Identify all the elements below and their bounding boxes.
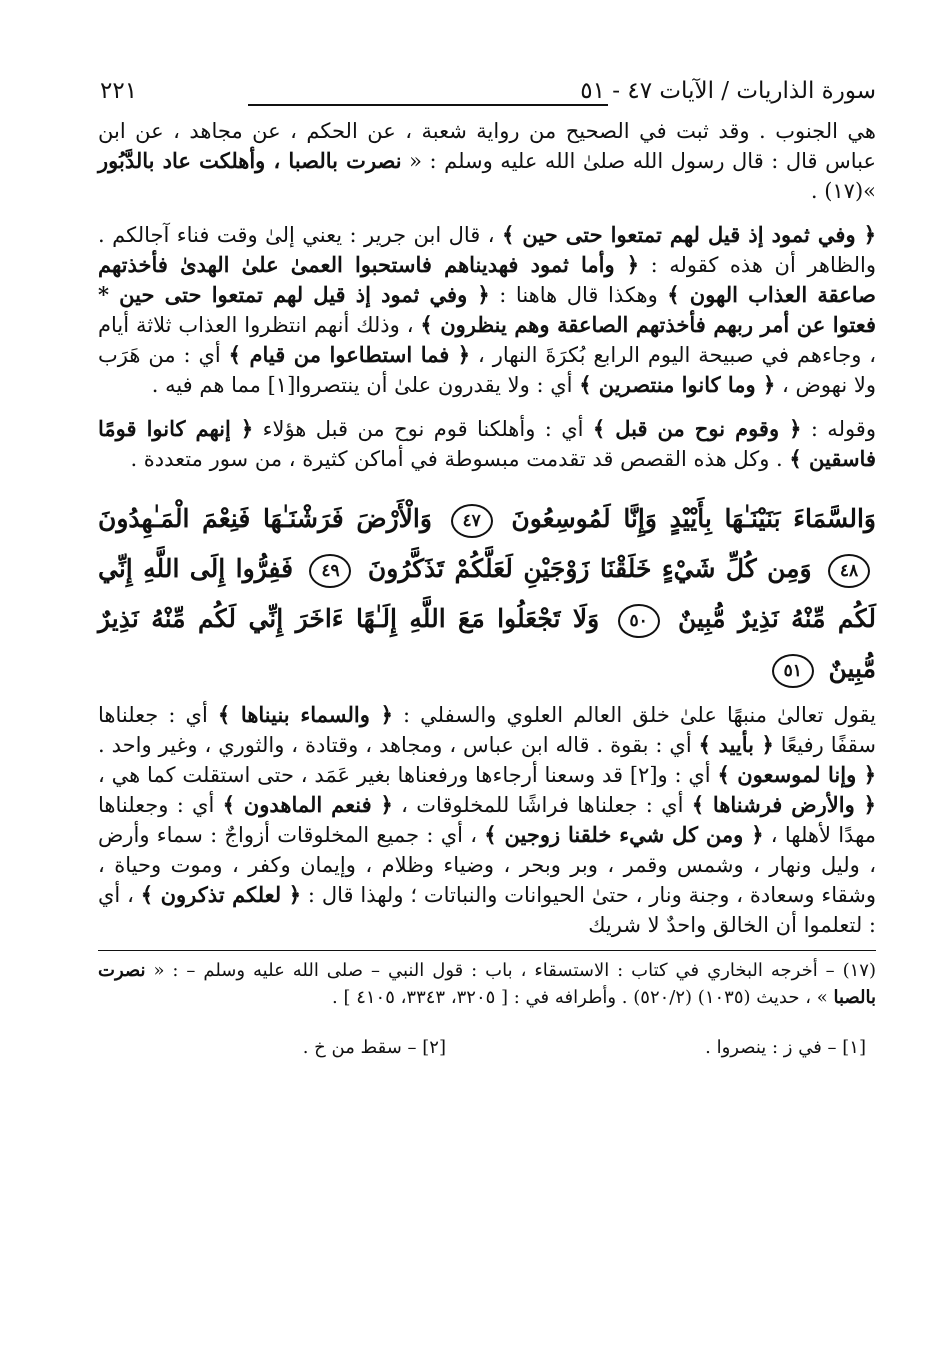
text-run: أي : جعلناها فراشًا للمخلوقات ، — [392, 793, 692, 817]
quran-verses-block — [98, 494, 876, 694]
text-run: أي : وجعلناها مهدًا لأهلها ، — [98, 793, 877, 847]
paragraph-2 — [98, 220, 876, 400]
hadith-quote: نصرت بالصبا ، وأهلكت عاد بالدَّبُور — [98, 148, 402, 173]
quran-quote: ﴿ بأييد ﴾ — [698, 732, 774, 757]
quran-quote: ﴿ والسماء بنيناها ﴾ — [217, 702, 393, 727]
text-run: » ، حديث (١٠٣٥) (٥٢٠/٢) . وأطرافه في : [ ٣٢٠٥، ٣٣٤٣، ٤١٠٥ ] . — [332, 987, 834, 1008]
footnote-17 — [98, 957, 876, 1011]
ayah-number-50: ٥٠ — [618, 604, 660, 638]
quran-quote: ﴿ وقوم نوح من قبل ﴾ — [592, 416, 802, 441]
text-run: وهكذا قال هاهنا : — [489, 283, 668, 307]
text-run: أي : من هَرَب ولا نهوض ، — [98, 343, 876, 397]
text-run: أي : وأهلكنا قوم نوح من قبل هؤلاء — [253, 417, 593, 441]
text-run: وقوله : — [801, 417, 876, 441]
quran-quote: ﴿ والأرض فرشناها ﴾ — [691, 792, 876, 817]
ayah-number-48: ٤٨ — [828, 554, 870, 588]
quran-quote: ﴿ وما كانوا منتصرين ﴾ — [579, 372, 776, 397]
text-run: . وكل هذه القصص قد تقدمت مبسوطة في أماكن كثيرة ، من سور متعددة . — [130, 447, 790, 471]
text-run: أي : ولا يقدرون علىٰ أن ينتصروا[١] مما هم فيه . — [151, 373, 580, 397]
note-1: [١] – في ز : ينصروا . — [705, 1037, 866, 1058]
text-run: يقول تعالىٰ منبهًا علىٰ خلق العالم العلوي والسفلي : — [392, 703, 876, 727]
text-run: ، أي : جميع المخلوقات أزواجٌ : سماء وأرض ، وليل ونهار ، وشمس وقمر ، وبر وبحر ، وضياء وظلام ، وإيمان وكفر ، وموت وحياة ، وشقاء وسعادة ، وجنة ونار ، حتىٰ الحيوانات والنباتات ؛ ولهذا قال : — [98, 823, 876, 907]
page-header — [98, 70, 876, 116]
editor-notes — [98, 1037, 876, 1067]
text-run: هي الجنوب . وقد ثبت في الصحيح من رواية شعبة ، عن الحكم ، عن مجاهد ، عن ابن عباس قال : قال رسول الله صلىٰ الله عليه وسلم : « — [98, 119, 876, 173]
text-run: أي : جعلناها سقفًا رفيعًا — [98, 703, 876, 757]
hadith-quote: نصرت بالصبا — [98, 960, 876, 1008]
text-run: ، قال ابن جرير : يعني إلىٰ وقت فناء آجالكم . والظاهر أن هذه كقوله : — [98, 223, 876, 277]
quran-quote: ﴿ فنعم الماهدون ﴾ — [222, 792, 393, 817]
verse-51: وَلَا تَجْعَلُوا مَعَ اللَّهِ إِلَـٰهًا ءَاخَرَ إِنِّي لَكُم مِّنْهُ نَذِيرٌ مُّبِينٌ — [98, 604, 876, 683]
paragraph-4 — [98, 700, 876, 940]
text-run: (١٧) – أخرجه البخاري في كتاب : الاستسقاء ، باب : قول النبي – صلى الله عليه وسلم – : « — [145, 960, 876, 981]
quran-quote: ﴿ وإنا لموسعون ﴾ — [717, 762, 876, 787]
quran-quote: ﴿ وفي ثمود إذ قيل لهم تمتعوا حتى حين ﴾ — [502, 222, 876, 247]
page-number: ٢٢١ — [100, 78, 138, 104]
paragraph-1 — [98, 116, 876, 206]
book-page — [98, 70, 876, 1067]
text-run: ، أي : لتعلموا أن الخالق واحدٌ لا شريك — [98, 883, 876, 937]
text-run: ، وذلك أنهم انتظروا العذاب ثلاثة أيام ، وجاءهم في صبيحة اليوم الرابع بُكرَةَ النهار ، — [98, 313, 877, 367]
paragraph-3 — [98, 414, 876, 474]
quran-quote: ﴿ إنهم كانوا قومًا فاسقين ﴾ — [98, 416, 876, 471]
header-rule — [248, 104, 608, 106]
text-run: أي : بقوة . قاله ابن عباس ، ومجاهد ، وقتادة ، والثوري ، وغير واحد . — [98, 733, 699, 757]
ayah-number-49: ٤٩ — [309, 554, 351, 588]
quran-quote: ﴿ فما استطاعوا من قيام ﴾ — [228, 342, 471, 367]
quran-quote: ﴿ لعلكم تذكرون ﴾ — [140, 882, 301, 907]
running-title: سورة الذاريات / الآيات ٤٧ - ٥١ — [580, 78, 876, 104]
ayah-number-47: ٤٧ — [451, 504, 493, 538]
footnote-divider — [98, 950, 876, 951]
verse-48: وَالْأَرْضَ فَرَشْنَـٰهَا فَنِعْمَ الْمَـٰهِدُونَ — [98, 504, 432, 533]
quran-quote: ﴿ ومن كل شيء خلقنا زوجين ﴾ — [484, 822, 764, 847]
verse-49: وَمِن كُلِّ شَيْءٍ خَلَقْنَا زَوْجَيْنِ لَعَلَّكُمْ تَذَكَّرُونَ — [367, 554, 812, 583]
text-run: »(١٧) . — [810, 179, 876, 203]
verse-50: فَفِرُّوا إِلَى اللَّهِ إِنِّي لَكُم مِّنْهُ نَذِيرٌ مُّبِينٌ — [98, 554, 876, 633]
ayah-number-51: ٥١ — [772, 654, 814, 688]
verse-47: وَالسَّمَاءَ بَنَيْنَـٰهَا بِأَيْيْدٍ وَإِنَّا لَمُوسِعُونَ — [511, 504, 876, 533]
quran-quote: ﴿ وأما ثمود فهديناهم فاستحبوا العمىٰ علىٰ الهدىٰ فأخذتهم صاعقة العذاب الهون ﴾ — [98, 252, 876, 307]
quran-quote: ﴿ وفي ثمود إذ قيل لهم تمتعوا حتى حين * فعتوا عن أمر ربهم فأخذتهم الصاعقة وهم ينظرون ﴾ — [98, 282, 876, 337]
note-2: [٢] – سقط من خ . — [302, 1037, 446, 1058]
text-run: أي : و[٢] قد وسعنا أرجاءها ورفعناها بغير عَمَد ، حتى استقلت كما هي ، — [98, 763, 718, 787]
